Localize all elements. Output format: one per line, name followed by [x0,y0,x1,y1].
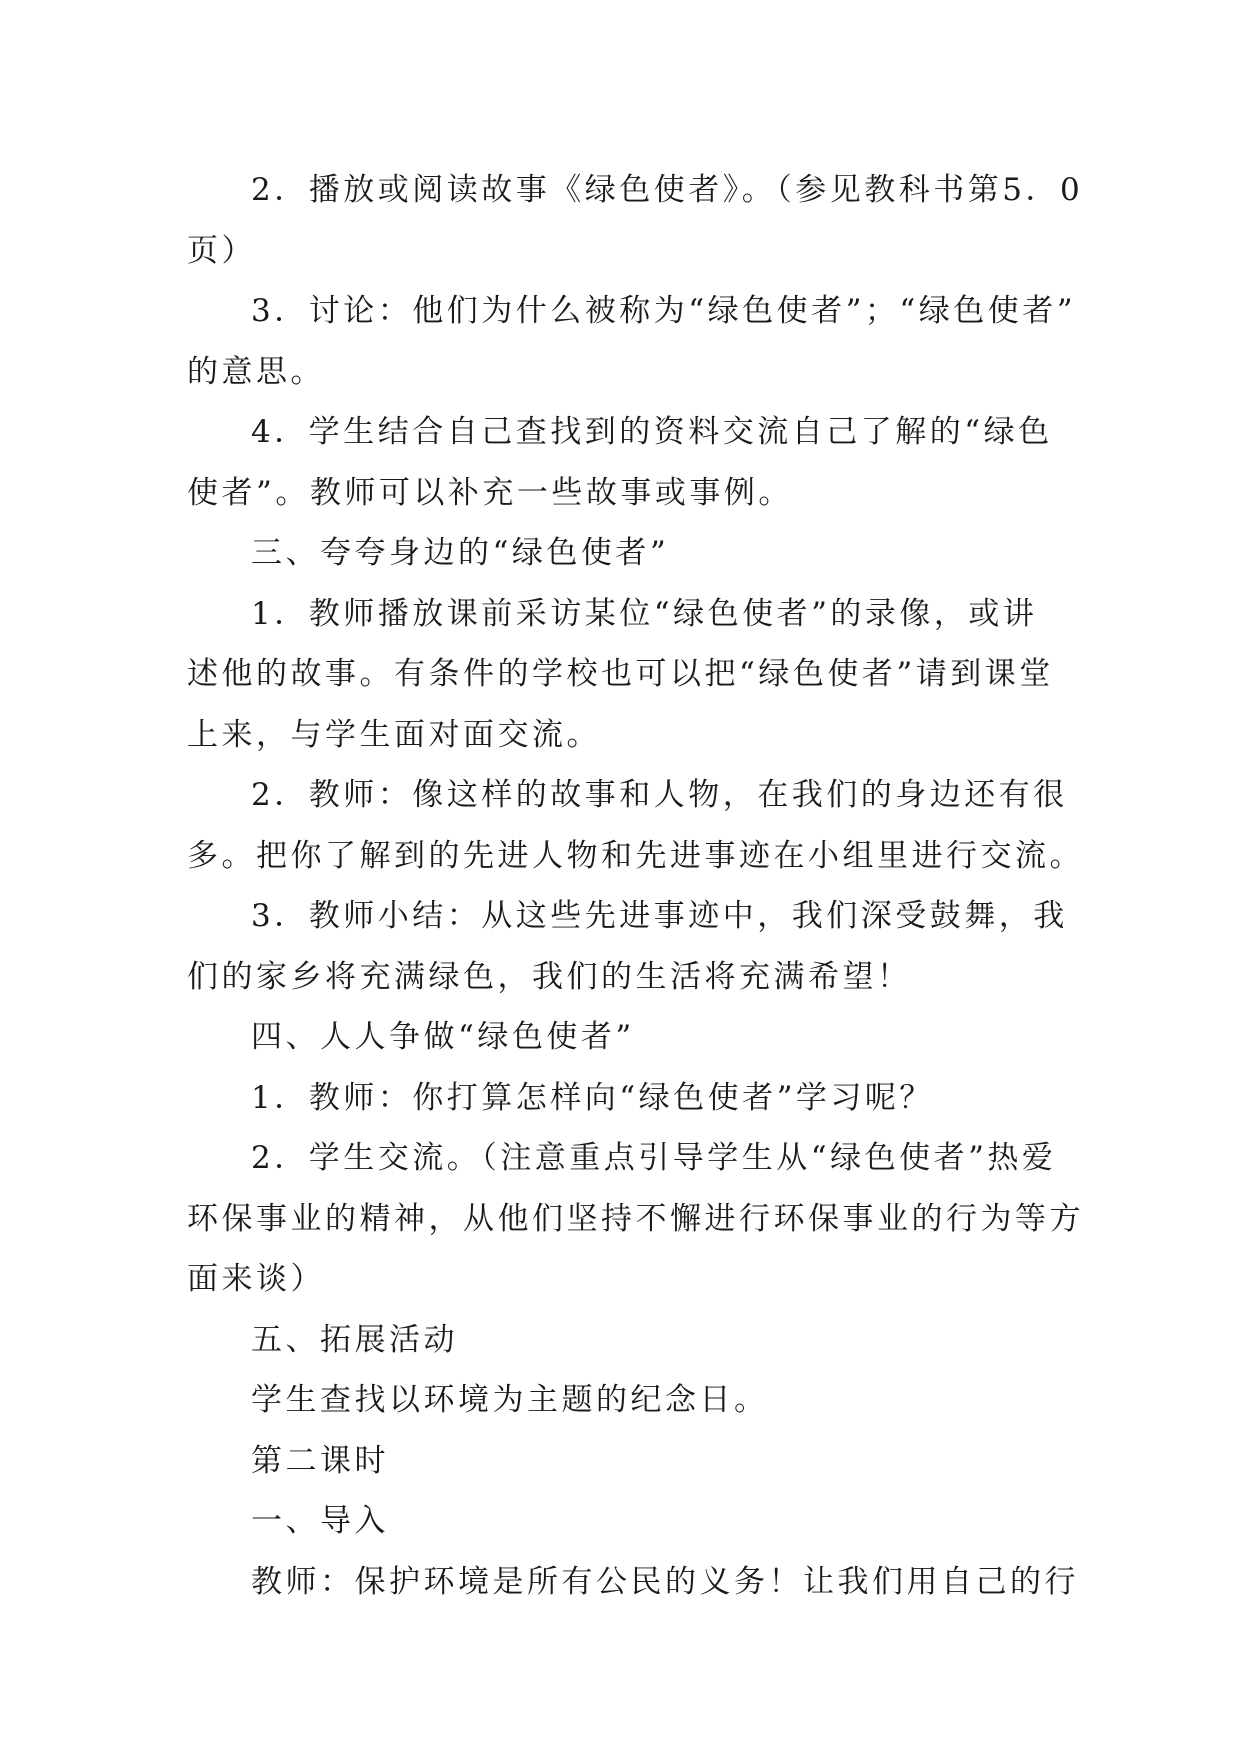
section-heading: 三、夸夸身边的“绿色使者” [251,535,670,571]
text-line: 学生查找以环境为主题的纪念日。 [251,1382,769,1418]
text-line: 使者”。教师可以补充一些故事或事例。 [187,474,793,511]
text-line: 2．播放或阅读故事《绿色使者》。（参见教科书第5．0 [251,172,1084,208]
section-heading: 五、拓展活动 [251,1321,458,1358]
text-line: 的意思。 [187,353,325,390]
text-line: 面来谈） [187,1261,325,1297]
text-line: 2．教师：像这样的故事和人物，在我们的身边还有很 [251,777,1068,813]
text-line: 3．讨论：他们为什么被称为“绿色使者”；“绿色使者” [251,293,1077,329]
text-line: 多。把你了解到的先进人物和先进事迹在小组里进行交流。 [187,837,1084,874]
text-line: 3．教师小结：从这些先进事迹中，我们深受鼓舞，我 [251,898,1068,934]
section-heading: 一、导入 [251,1503,389,1539]
text-line: 教师：保护环境是所有公民的义务！让我们用自己的行 [251,1563,1079,1600]
section-heading: 四、人人争做“绿色使者” [251,1019,635,1055]
lesson-heading: 第二课时 [251,1442,389,1479]
text-line: 2．学生交流。（注意重点引导学生从“绿色使者”热爱 [251,1140,1057,1176]
text-line: 1．教师：你打算怎样向“绿色使者”学习呢？ [251,1079,934,1116]
text-line: 1．教师播放课前采访某位“绿色使者”的录像，或讲 [251,595,1038,632]
text-line: 4．学生结合自己查找到的资料交流自己了解的“绿色 [251,414,1053,450]
text-line: 环保事业的精神，从他们坚持不懈进行环保事业的行为等方 [187,1200,1084,1237]
text-line: 上来，与学生面对面交流。 [187,716,601,753]
text-line: 们的家乡将充满绿色，我们的生活将充满希望！ [187,958,912,995]
text-line: 页） [187,232,256,269]
text-line: 述他的故事。有条件的学校也可以把“绿色使者”请到课堂 [187,656,1054,692]
document-body [187,160,1084,1612]
